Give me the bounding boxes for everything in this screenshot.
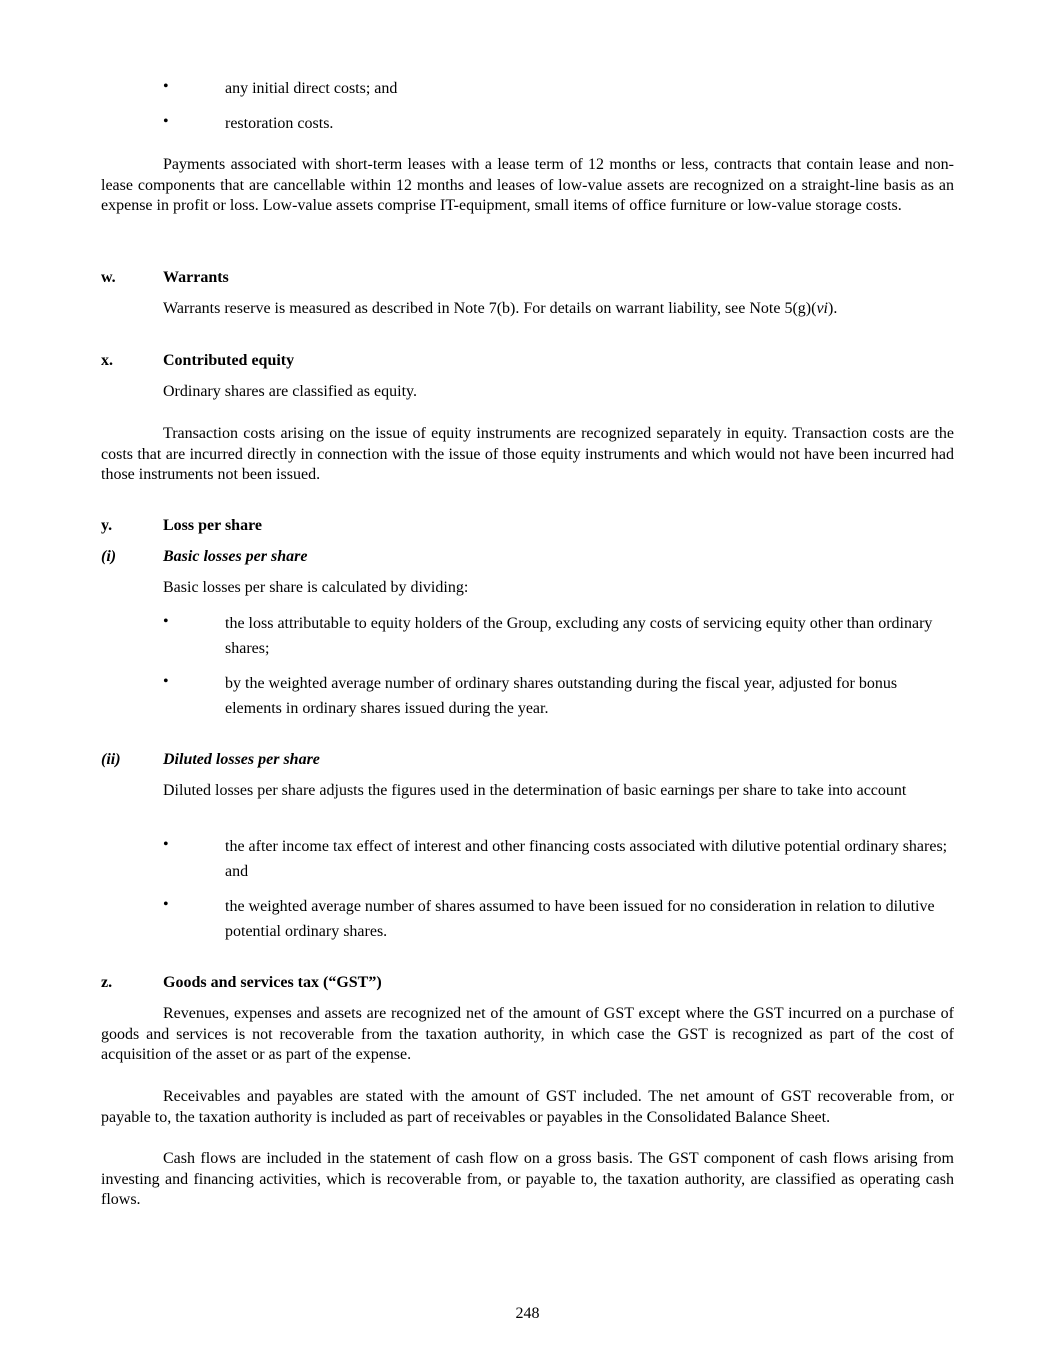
bullet-icon: • <box>163 896 169 913</box>
section-label: x. <box>101 352 113 369</box>
section-label: z. <box>101 974 113 991</box>
paragraph-gst-cash-flows: Cash flows are included in the statement of cash flow on a gross basis. The GST component of cash flows arising from investing and financing activities, which is recoverable from, or payable to, the taxation authority, are classified as operating cash flows. <box>101 1150 954 1208</box>
list-item-text: the weighted average number of shares assumed to have been issued for no consideration in relation to dilutive potential ordinary shares. <box>225 898 935 940</box>
paragraph-basic-intro: Basic losses per share is calculated by dividing: <box>163 579 469 596</box>
bullet-icon: • <box>163 78 169 95</box>
paragraph-gst-receivables: Receivables and payables are stated with the amount of GST included. The net amount of GST recoverable from, or payable to, the taxation authority is included as part of receivables or payables in the Consolidated Balance Sheet. <box>101 1088 954 1126</box>
section-title: Contributed equity <box>163 352 295 369</box>
section-title: Goods and services tax (“GST”) <box>163 974 382 991</box>
paragraph-warrants: Warrants reserve is measured as described in Note 7(b). For details on warrant liability, see Note 5(g)(vi). <box>163 300 838 317</box>
bullet-icon: • <box>163 113 169 130</box>
section-label: w. <box>101 269 116 286</box>
bullet-icon: • <box>163 613 169 630</box>
paragraph-ordinary-shares: Ordinary shares are classified as equity. <box>163 383 417 400</box>
section-title: Warrants <box>163 269 229 286</box>
paragraph-transaction-costs: Transaction costs arising on the issue of equity instruments are recognized separately in equity. Transaction costs are the costs that are incurred directly in connection with the issue of those equity instruments and which would not have been incurred had those instruments not been issued. <box>101 425 954 483</box>
section-title: Loss per share <box>163 517 262 534</box>
subsection-label: (i) <box>101 548 117 565</box>
page-number: 248 <box>515 1305 540 1322</box>
subsection-title: Basic losses per share <box>163 548 308 565</box>
section-label: y. <box>101 517 113 534</box>
paragraph-short-term-leases: Payments associated with short-term leases with a lease term of 12 months or less, contracts that contain lease and non-lease components that are cancellable within 12 months and leases of low-value assets are recognized on a straight-line basis as an expense in profit or loss. Low-value assets comprise IT-equipment, small items of office furniture or low-value storage costs. <box>101 156 954 214</box>
subsection-title: Diluted losses per share <box>163 751 320 768</box>
subsection-label: (ii) <box>101 751 121 768</box>
list-item-text: any initial direct costs; and <box>225 80 398 97</box>
list-item-text: by the weighted average number of ordinary shares outstanding during the fiscal year, adjusted for bonus elements in ordinary shares issued during the year. <box>225 675 898 717</box>
paragraph-diluted-intro: Diluted losses per share adjusts the figures used in the determination of basic earnings per share to take into account <box>163 782 907 799</box>
bullet-icon: • <box>163 836 169 853</box>
bullet-icon: • <box>163 673 169 690</box>
list-item-text: the after income tax effect of interest and other financing costs associated with dilutive potential ordinary shares; and <box>225 838 948 880</box>
paragraph-gst-recognition: Revenues, expenses and assets are recognized net of the amount of GST except where the GST incurred on a purchase of goods and services is not recoverable from the taxation authority, in which case the GST is recognized as part of the cost of acquisition of the asset or as part of the expense. <box>101 1005 954 1063</box>
list-item-text: the loss attributable to equity holders of the Group, excluding any costs of servicing equity other than ordinary shares; <box>225 615 933 657</box>
list-item-text: restoration costs. <box>225 115 334 132</box>
